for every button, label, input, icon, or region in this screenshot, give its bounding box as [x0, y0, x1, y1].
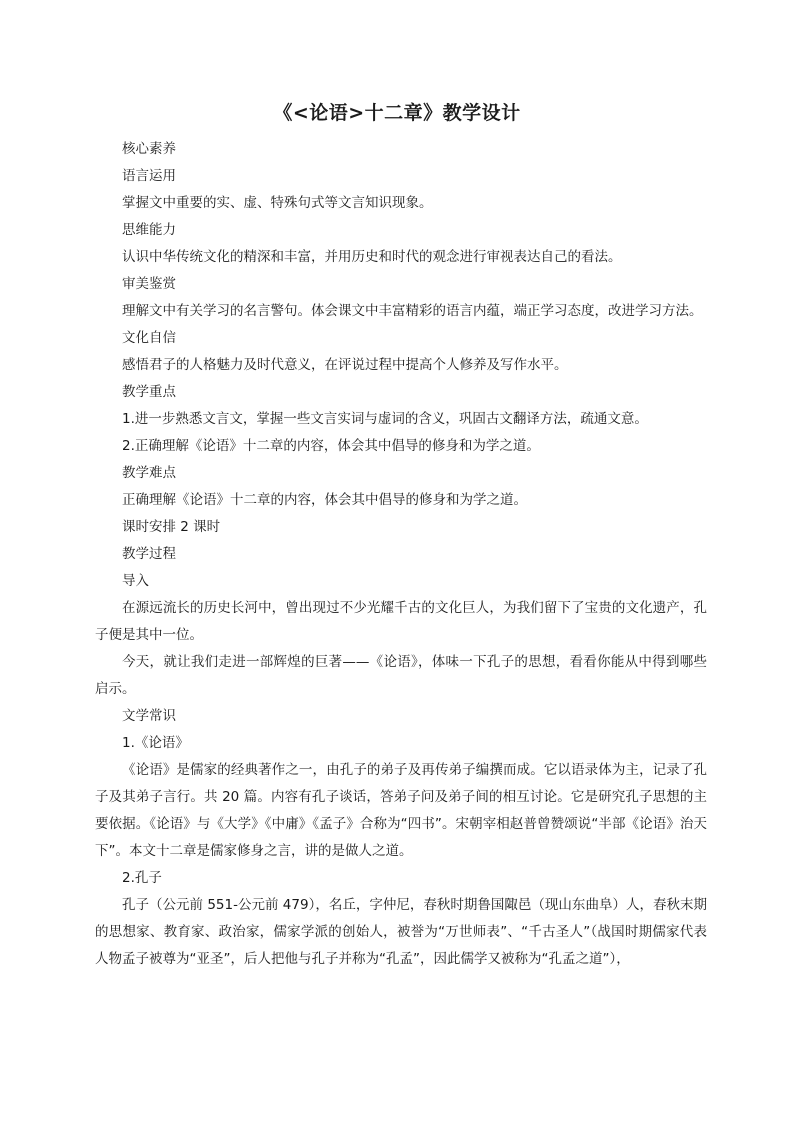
list-item: 1.《论语》 — [122, 735, 189, 751]
paragraph: 正确理解《论语》十二章的内容，体会其中倡导的修身和为学之道。 — [122, 492, 527, 508]
paragraph: 《论语》是儒家的经典著作之一，由孔子的弟子及再传弟子编撰而成。它以语录体为主，记录了孔子及其弟子言行。共 20 篇。内容有孔子谈话，答弟子问及弟子间的相互讨论。它是研究孔子思想的主要依据。《论语》与《大学》《中庸》《孟子》合称为“四书”。宋朝宰相赵普曾赞颂说“半部《论语》治天下”。本文十二章是儒家修身之言，讲的是做人之道。 — [95, 762, 707, 859]
list-item: 2.孔子 — [122, 870, 162, 886]
subsection-heading: 文学常识 — [122, 708, 176, 724]
paragraph: 认识中华传统文化的精深和丰富，并用历史和时代的观念进行审视表达自己的看法。 — [122, 249, 622, 265]
section-heading: 核心素养 — [122, 141, 176, 157]
section-heading: 教学难点 — [122, 465, 176, 481]
paragraph: 掌握文中重要的实、虚、特殊句式等文言知识现象。 — [122, 195, 433, 211]
subsection-heading: 审美鉴赏 — [122, 276, 176, 292]
subsection-heading: 文化自信 — [122, 330, 176, 346]
section-heading: 课时安排 2 课时 — [122, 519, 221, 535]
document-title: 《<论语>十二章》教学设计 — [273, 102, 521, 124]
subsection-heading: 思维能力 — [122, 222, 176, 238]
section-heading: 教学过程 — [122, 546, 176, 562]
paragraph: 理解文中有关学习的名言警句。体会课文中丰富精彩的语言内蕴，端正学习态度，改进学习方法。 — [122, 303, 703, 319]
paragraph: 今天，就让我们走进一部辉煌的巨著——《论语》，体味一下孔子的思想，看看你能从中得到哪些启示。 — [95, 654, 707, 697]
section-heading: 教学重点 — [122, 384, 176, 400]
paragraph: 孔子（公元前 551-公元前 479），名丘，字仲尼，春秋时期鲁国陬邑（现山东曲阜）人，春秋末期的思想家、教育家、政治家，儒家学派的创始人，被誉为“万世师表”、“千古圣人”（战国时期儒家代表人物孟子被尊为“亚圣”，后人把他与孔子并称为“孔孟”，因此儒学又被称为“孔孟之道”）， — [95, 897, 707, 967]
paragraph: 在源远流长的历史长河中，曾出现过不少光耀千古的文化巨人，为我们留下了宝贵的文化遗产，孔子便是其中一位。 — [95, 600, 707, 643]
paragraph: 感悟君子的人格魅力及时代意义，在评说过程中提高个人修养及写作水平。 — [122, 357, 568, 373]
subsection-heading: 语言运用 — [122, 168, 176, 184]
list-item: 2.正确理解《论语》十二章的内容，体会其中倡导的修身和为学之道。 — [122, 438, 540, 454]
document-body — [95, 136, 707, 973]
list-item: 1.进一步熟悉文言文，掌握一些文言实词与虚词的含义，巩固古文翻译方法，疏通文意。 — [122, 411, 648, 427]
subsection-heading: 导入 — [122, 573, 149, 589]
